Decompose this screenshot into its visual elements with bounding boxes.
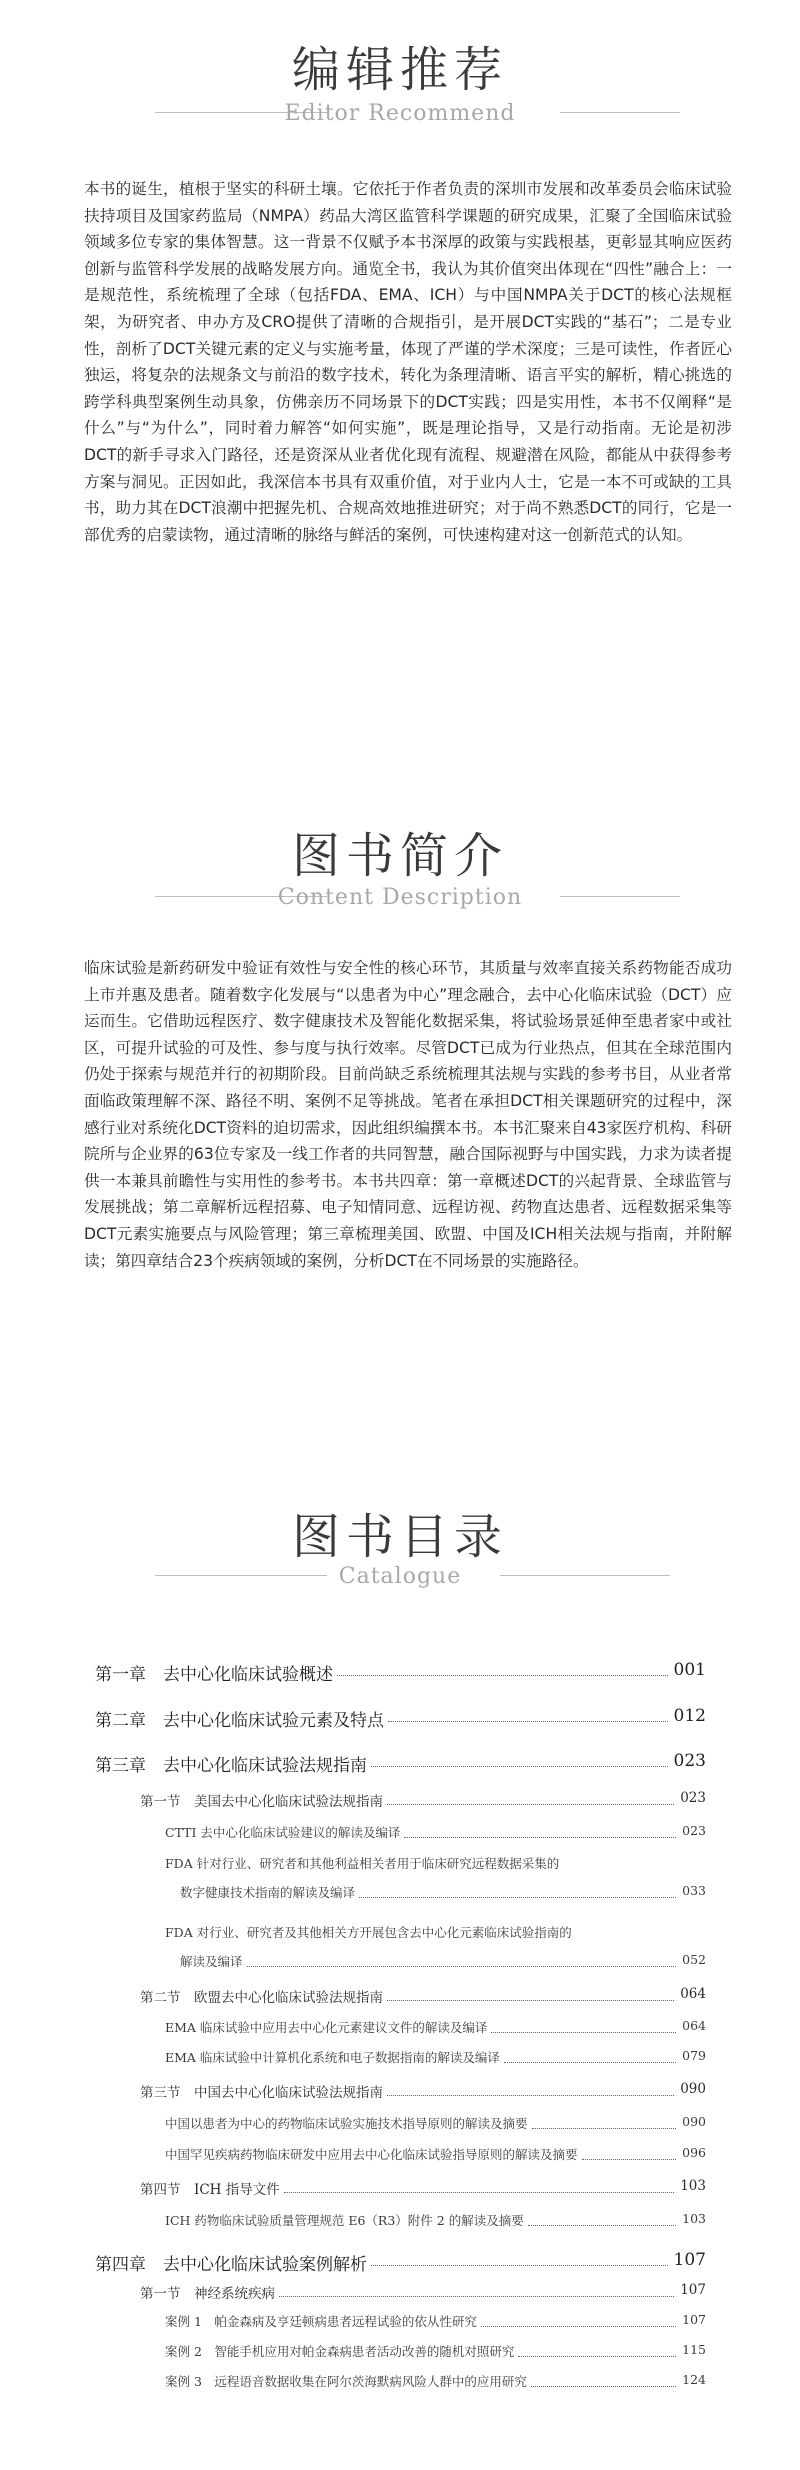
toc-entry-page: 107 [673,2250,706,2270]
toc-leader-dots [284,2192,674,2193]
toc-entry-page: 103 [682,2211,706,2226]
toc-entry-page: 064 [682,2018,706,2033]
toc-entry-page: 012 [673,1706,706,1726]
toc-section-row [0,2081,800,2103]
toc-item-row [0,2342,800,2364]
toc-item-row [0,1952,800,1974]
toc-entry-page: 079 [682,2048,706,2063]
toc-item-row [0,2372,800,2394]
toc-entry-label: 第二章 去中心化临床试验元素及特点 [95,1711,384,1731]
toc-entry-page: 090 [682,2114,706,2129]
toc-chapter-row [0,1660,800,1684]
toc-item-row [0,1883,800,1905]
toc-item-row [0,2048,800,2070]
toc-section-row [0,1986,800,2008]
toc-leader-dots [387,2095,674,2096]
toc-leader-dots [359,1897,676,1898]
toc-leader-dots [504,2062,676,2063]
toc-item-row [0,2018,800,2040]
toc-entry-label: 第三章 去中心化临床试验法规指南 [95,1756,367,1776]
toc-entry-page: 001 [673,1660,706,1680]
toc-entry-label: 案例 3 远程语音数据收集在阿尔茨海默病风险人群中的应用研究 [165,2374,527,2389]
toc-entry-page: 124 [682,2372,706,2387]
toc-leader-dots [371,1766,668,1767]
toc-leader-dots [387,2000,674,2001]
toc-item-row [0,2211,800,2233]
toc-entry-page: 023 [673,1751,706,1771]
toc-section-row [0,2178,800,2200]
toc-entry-label: EMA 临床试验中计算机化系统和电子数据指南的解读及编译 [165,2050,500,2065]
toc-leader-dots [247,1966,676,1967]
toc-section-row [0,2282,800,2304]
intro-divider-right [560,896,680,897]
toc-section-row [0,1790,800,1812]
toc-entry-page: 033 [682,1883,706,1898]
toc-entry-label: 中国罕见疾病药物临床研发中应用去中心化临床试验指导原则的解读及摘要 [165,2147,578,2162]
toc-entry-label: 第四节 ICH 指导文件 [140,2182,280,2198]
toc-entry-page: 064 [680,1986,706,2002]
toc-entry-label: 案例 1 帕金森病及亨廷顿病患者远程试验的依从性研究 [165,2314,477,2329]
toc-item-row [0,1923,800,1945]
toc-entry-label: 第一节 美国去中心化临床试验法规指南 [140,1794,383,1810]
toc-entry-label: CTTI 去中心化临床试验建议的解读及编译 [165,1825,401,1840]
toc-entry-page: 107 [682,2312,706,2327]
toc-chapter-row [0,1751,800,1775]
editor-divider-right [560,112,680,113]
toc-leader-dots [387,1804,674,1805]
toc-entry-label: EMA 临床试验中应用去中心化元素建议文件的解读及编译 [165,2020,488,2035]
intro-body: 临床试验是新药研发中验证有效性与安全性的核心环节，其质量与效率直接关系药物能否成功上市并惠及患者。随着数字化发展与“以患者为中心”理念融合，去中心化临床试验（DCT）应运而生。它借助远程医疗、数字健康技术及智能化数据采集，将试验场景延伸至患者家中或社区，可提升试验的可及性、参与度与执行效率。尽管DCT已成为行业热点，但其在全球范围内仍处于探索与规范并行的初期阶段。目前尚缺乏系统梳理其法规与实践的参考书目，从业者常面临政策理解不深、路径不明、案例不足等挑战。笔者在承担DCT相关课题研究的过程中，深感行业对系统化DCT资料的迫切需求，因此组织编撰本书。本书汇聚来自43家医疗机构、科研院所与企业界的63位专家及一线工作者的共同智慧，融合国际视野与中国实践，力求为读者提供一本兼具前瞻性与实用性的参考书。本书共四章：第一章概述DCT的兴起背景、全球监管与发展挑战；第二章解析远程招募、电子知情同意、远程访视、药物直达患者、远程数据采集等DCT元素实施要点与风险管理；第三章梳理美国、欧盟、中国及ICH相关法规与指南，并附解读；第四章结合23个疾病领域的案例，分析DCT在不同场景的实施路径。 [84,959,732,1270]
toc-entry-label: 第二节 欧盟去中心化临床试验法规指南 [140,1990,383,2006]
toc-entry-label: FDA 对行业、研究者及其他相关方开展包含去中心化元素临床试验指南的 [165,1925,572,1940]
toc-chapter-row [0,2250,800,2274]
editor-body: 本书的诞生，植根于坚实的科研土壤。它依托于作者负责的深圳市发展和改革委员会临床试验扶持项目及国家药监局（NMPA）药品大湾区监管科学课题的研究成果，汇聚了全国临床试验领域多位专家的集体智慧。这一背景不仅赋予本书深厚的政策与实践根基，更彰显其响应医药创新与监管科学发展的战略发展方向。通览全书，我认为其价值突出体现在“四性”融合上：一是规范性，系统梳理了全球（包括FDA、EMA、ICH）与中国NMPA关于DCT的核心法规框架，为研究者、申办方及CRO提供了清晰的合规指引，是开展DCT实践的“基石”；二是专业性，剖析了DCT关键元素的定义与实施考量，体现了严谨的学术深度；三是可读性，作者匠心独运，将复杂的法规条文与前沿的数字技术，转化为条理清晰、语言平实的解析，精心挑选的跨学科典型案例生动具象，仿佛亲历不同场景下的DCT实践；四是实用性，本书不仅阐释“是什么”与“为什么”，同时着力解答“如何实施”，既是理论指导，又是行动指南。无论是初涉DCT的新手寻求入门路径，还是资深从业者优化现有流程、规避潜在风险，都能从中获得参考方案与洞见。正因如此，我深信本书具有双重价值，对于业内人士，它是一本不可或缺的工具书，助力其在DCT浪潮中把握先机、合规高效地推进研究；对于尚不熟悉DCT的同行，它是一部优秀的启蒙读物，通过清晰的脉络与鲜活的案例，可快速构建对这一创新范式的认知。 [84,180,732,544]
toc-entry-label: 第一节 神经系统疾病 [140,2286,275,2302]
intro-subtitle: Content Description [277,885,523,910]
toc-item-row [0,2145,800,2167]
toc-entry-label: 解读及编译 [180,1954,243,1969]
toc-entry-page: 096 [682,2145,706,2160]
toc-item-row [0,1854,800,1876]
catalogue-divider-right [500,1575,670,1576]
toc-entry-page: 052 [682,1952,706,1967]
toc-entry-page: 107 [680,2282,706,2298]
toc-leader-dots [337,1675,668,1676]
catalogue-section-header [0,1507,800,1607]
toc-leader-dots [531,2386,676,2387]
toc-leader-dots [491,2032,676,2033]
editor-section-header [0,40,800,140]
intro-title: 图书简介 [291,828,508,884]
toc-entry-label: 案例 2 智能手机应用对帕金森病患者活动改善的随机对照研究 [165,2344,515,2359]
catalogue-subtitle: Catalogue [338,1564,462,1589]
toc-entry-page: 023 [682,1823,706,1838]
toc-leader-dots [388,1721,668,1722]
editor-subtitle: Editor Recommend [284,101,516,126]
toc-entry-label: FDA 针对行业、研究者和其他利益相关者用于临床研究远程数据采集的 [165,1856,560,1871]
toc-leader-dots [404,1837,676,1838]
toc-entry-label: 第三节 中国去中心化临床试验法规指南 [140,2085,383,2101]
toc-item-row [0,2312,800,2334]
toc-entry-page: 103 [680,2178,706,2194]
toc-chapter-row [0,1706,800,1730]
toc-leader-dots [582,2159,676,2160]
toc-entry-label: 中国以患者为中心的药物临床试验实施技术指导原则的解读及摘要 [165,2116,528,2131]
toc-leader-dots [518,2356,676,2357]
toc-leader-dots [481,2326,676,2327]
toc-entry-label: 第一章 去中心化临床试验概述 [95,1665,333,1685]
toc-entry-label: ICH 药物临床试验质量管理规范 E6（R3）附件 2 的解读及摘要 [165,2213,524,2228]
toc-entry-page: 090 [680,2081,706,2097]
intro-section-header [0,826,800,926]
toc-leader-dots [528,2225,676,2226]
toc-entry-label: 第四章 去中心化临床试验案例解析 [95,2255,367,2275]
toc-leader-dots [279,2296,674,2297]
editor-title: 编辑推荐 [291,42,508,98]
toc-entry-page: 115 [682,2342,706,2357]
toc-item-row [0,2114,800,2136]
toc-entry-label: 数字健康技术指南的解读及编译 [180,1885,356,1900]
toc-leader-dots [532,2128,676,2129]
toc-item-row [0,1823,800,1845]
toc-entry-page: 023 [680,1790,706,1806]
catalogue-title: 图书目录 [291,1509,508,1565]
toc-leader-dots [371,2265,668,2266]
